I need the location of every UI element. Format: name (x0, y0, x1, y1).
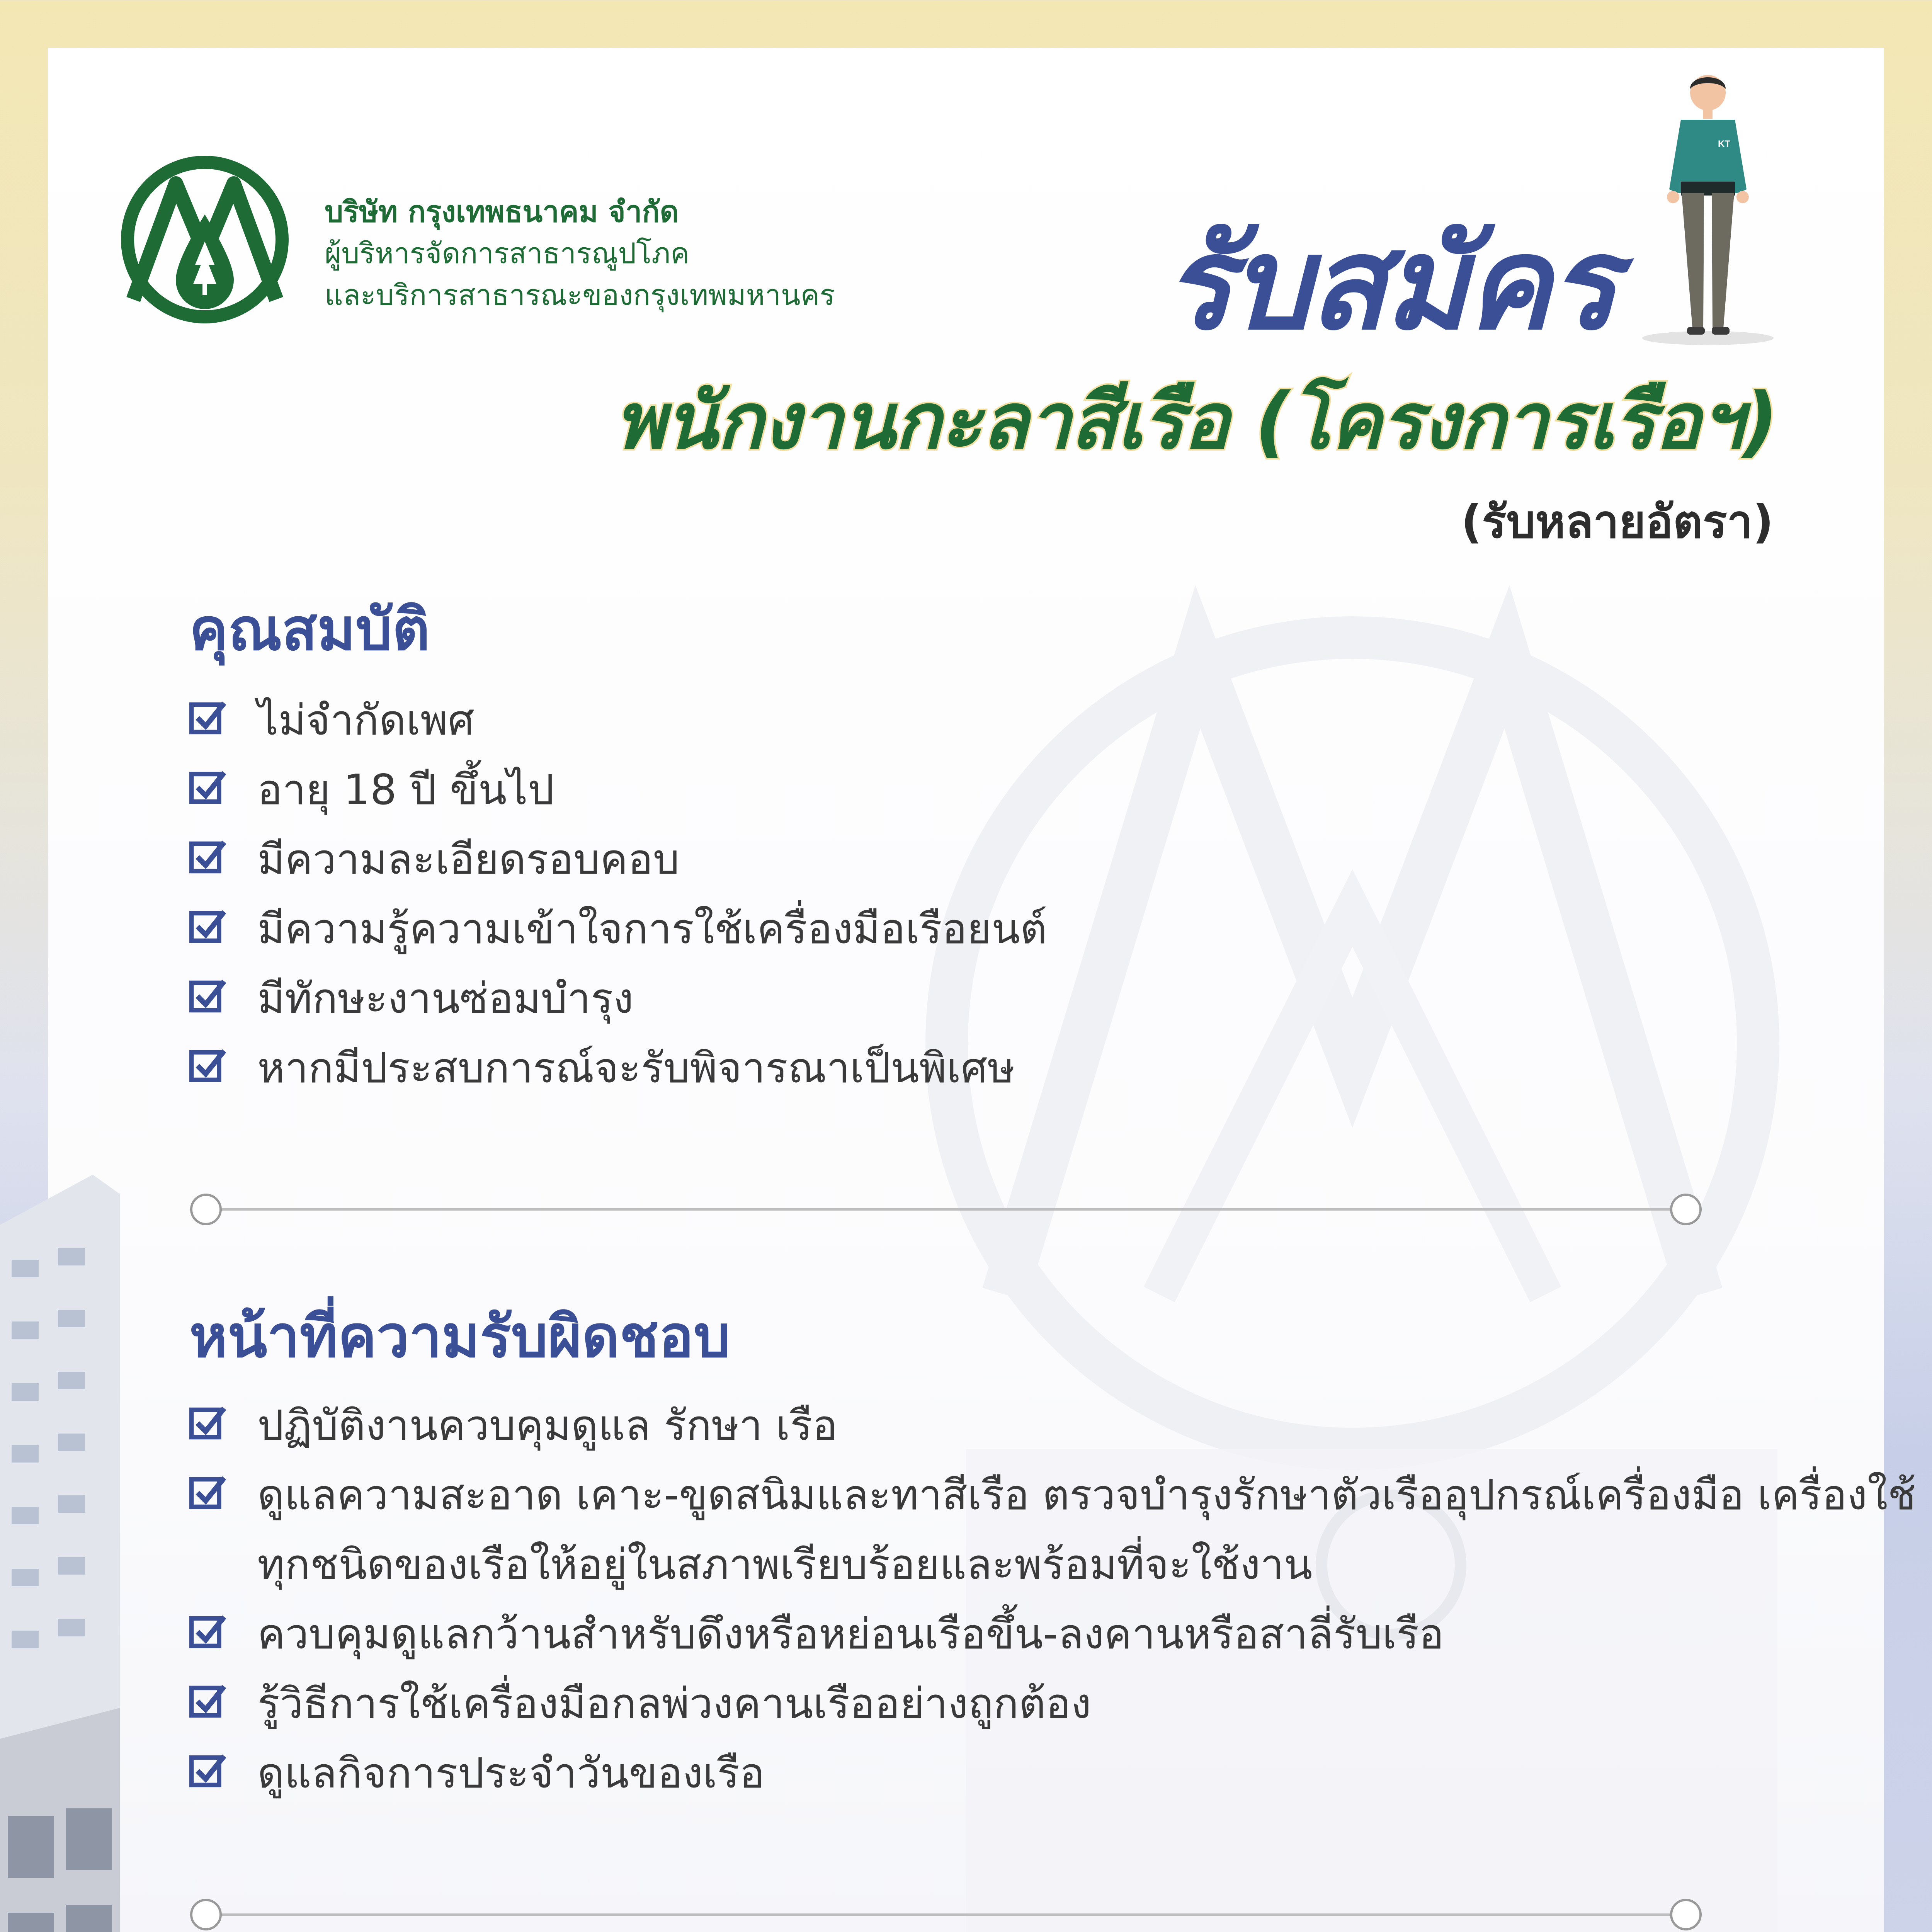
company-description-line1: ผู้บริหารจัดการสาธารณูปโภค (325, 237, 690, 270)
checkbox-icon (189, 1405, 226, 1442)
company-name: บริษัท กรุงเทพธนาคม จำกัด (325, 194, 679, 229)
section-divider (189, 1192, 1703, 1227)
checkbox-icon (189, 1613, 226, 1650)
checkbox-icon (189, 978, 226, 1015)
qualification-text: หากมีประสบการณ์จะรับพิจารณาเป็นพิเศษ (257, 1044, 1015, 1092)
duty-text: ปฏิบัติงานควบคุมดูแล รักษา เรือ (257, 1401, 838, 1450)
qualification-text: มีความรู้ความเข้าใจการใช้เครื่องมือเรือยนต์ (257, 905, 1047, 953)
mascot-badge: KT (1718, 139, 1730, 149)
duty-text: ดูแลความสะอาด เคาะ-ขูดสนิมและทาสีเรือ ตรวจบำรุงรักษาตัวเรืออุปกรณ์เครื่องมือ เครื่องใช้ทุกชนิดของเรือให้อยู่ในสภาพเรียบร้อยและพร้อมที่จะใช้งาน (257, 1471, 1916, 1589)
checkbox-icon (189, 1047, 226, 1084)
positions-note: (รับหลายอัตรา) (1461, 495, 1774, 548)
headline: รับสมัคร (1164, 209, 1615, 358)
job-title: พนักงานกะลาสีเรือ (โครงการเรือฯ) (614, 376, 1777, 466)
checkbox-icon (189, 769, 226, 806)
checkbox-icon (189, 838, 226, 876)
qualification-text: มีความละเอียดรอบคอบ (257, 835, 680, 884)
mascot-illustration (1638, 66, 1777, 352)
building-illustration (0, 1159, 120, 1932)
duty-text: ควบคุมดูแลกว้านสำหรับดึงหรือหย่อนเรือขึ้น-ลงคานหรือสาลี่รับเรือ (257, 1610, 1444, 1658)
qualification-text: มีทักษะงานซ่อมบำรุง (257, 975, 634, 1023)
company-logo (118, 153, 292, 327)
checkbox-icon (189, 1683, 226, 1720)
checkbox-icon (189, 699, 226, 736)
duty-text: ดูแลกิจการประจำวันของเรือ (257, 1749, 765, 1798)
checkbox-icon (189, 908, 226, 945)
qualifications-heading: คุณสมบัติ (189, 596, 430, 663)
duties-heading: หน้าที่ความรับผิดชอบ (189, 1303, 731, 1371)
section-divider (189, 1897, 1703, 1932)
qualification-text: ไม่จำกัดเพศ (257, 696, 474, 745)
qualification-text: อายุ 18 ปี ขึ้นไป (257, 766, 554, 814)
checkbox-icon (189, 1752, 226, 1789)
duty-text: รู้วิธีการใช้เครื่องมือกลพ่วงคานเรืออย่างถูกต้อง (257, 1680, 1092, 1728)
checkbox-icon (189, 1474, 226, 1511)
company-description-line2: และบริการสาธารณะของกรุงเทพมหานคร (325, 279, 835, 312)
